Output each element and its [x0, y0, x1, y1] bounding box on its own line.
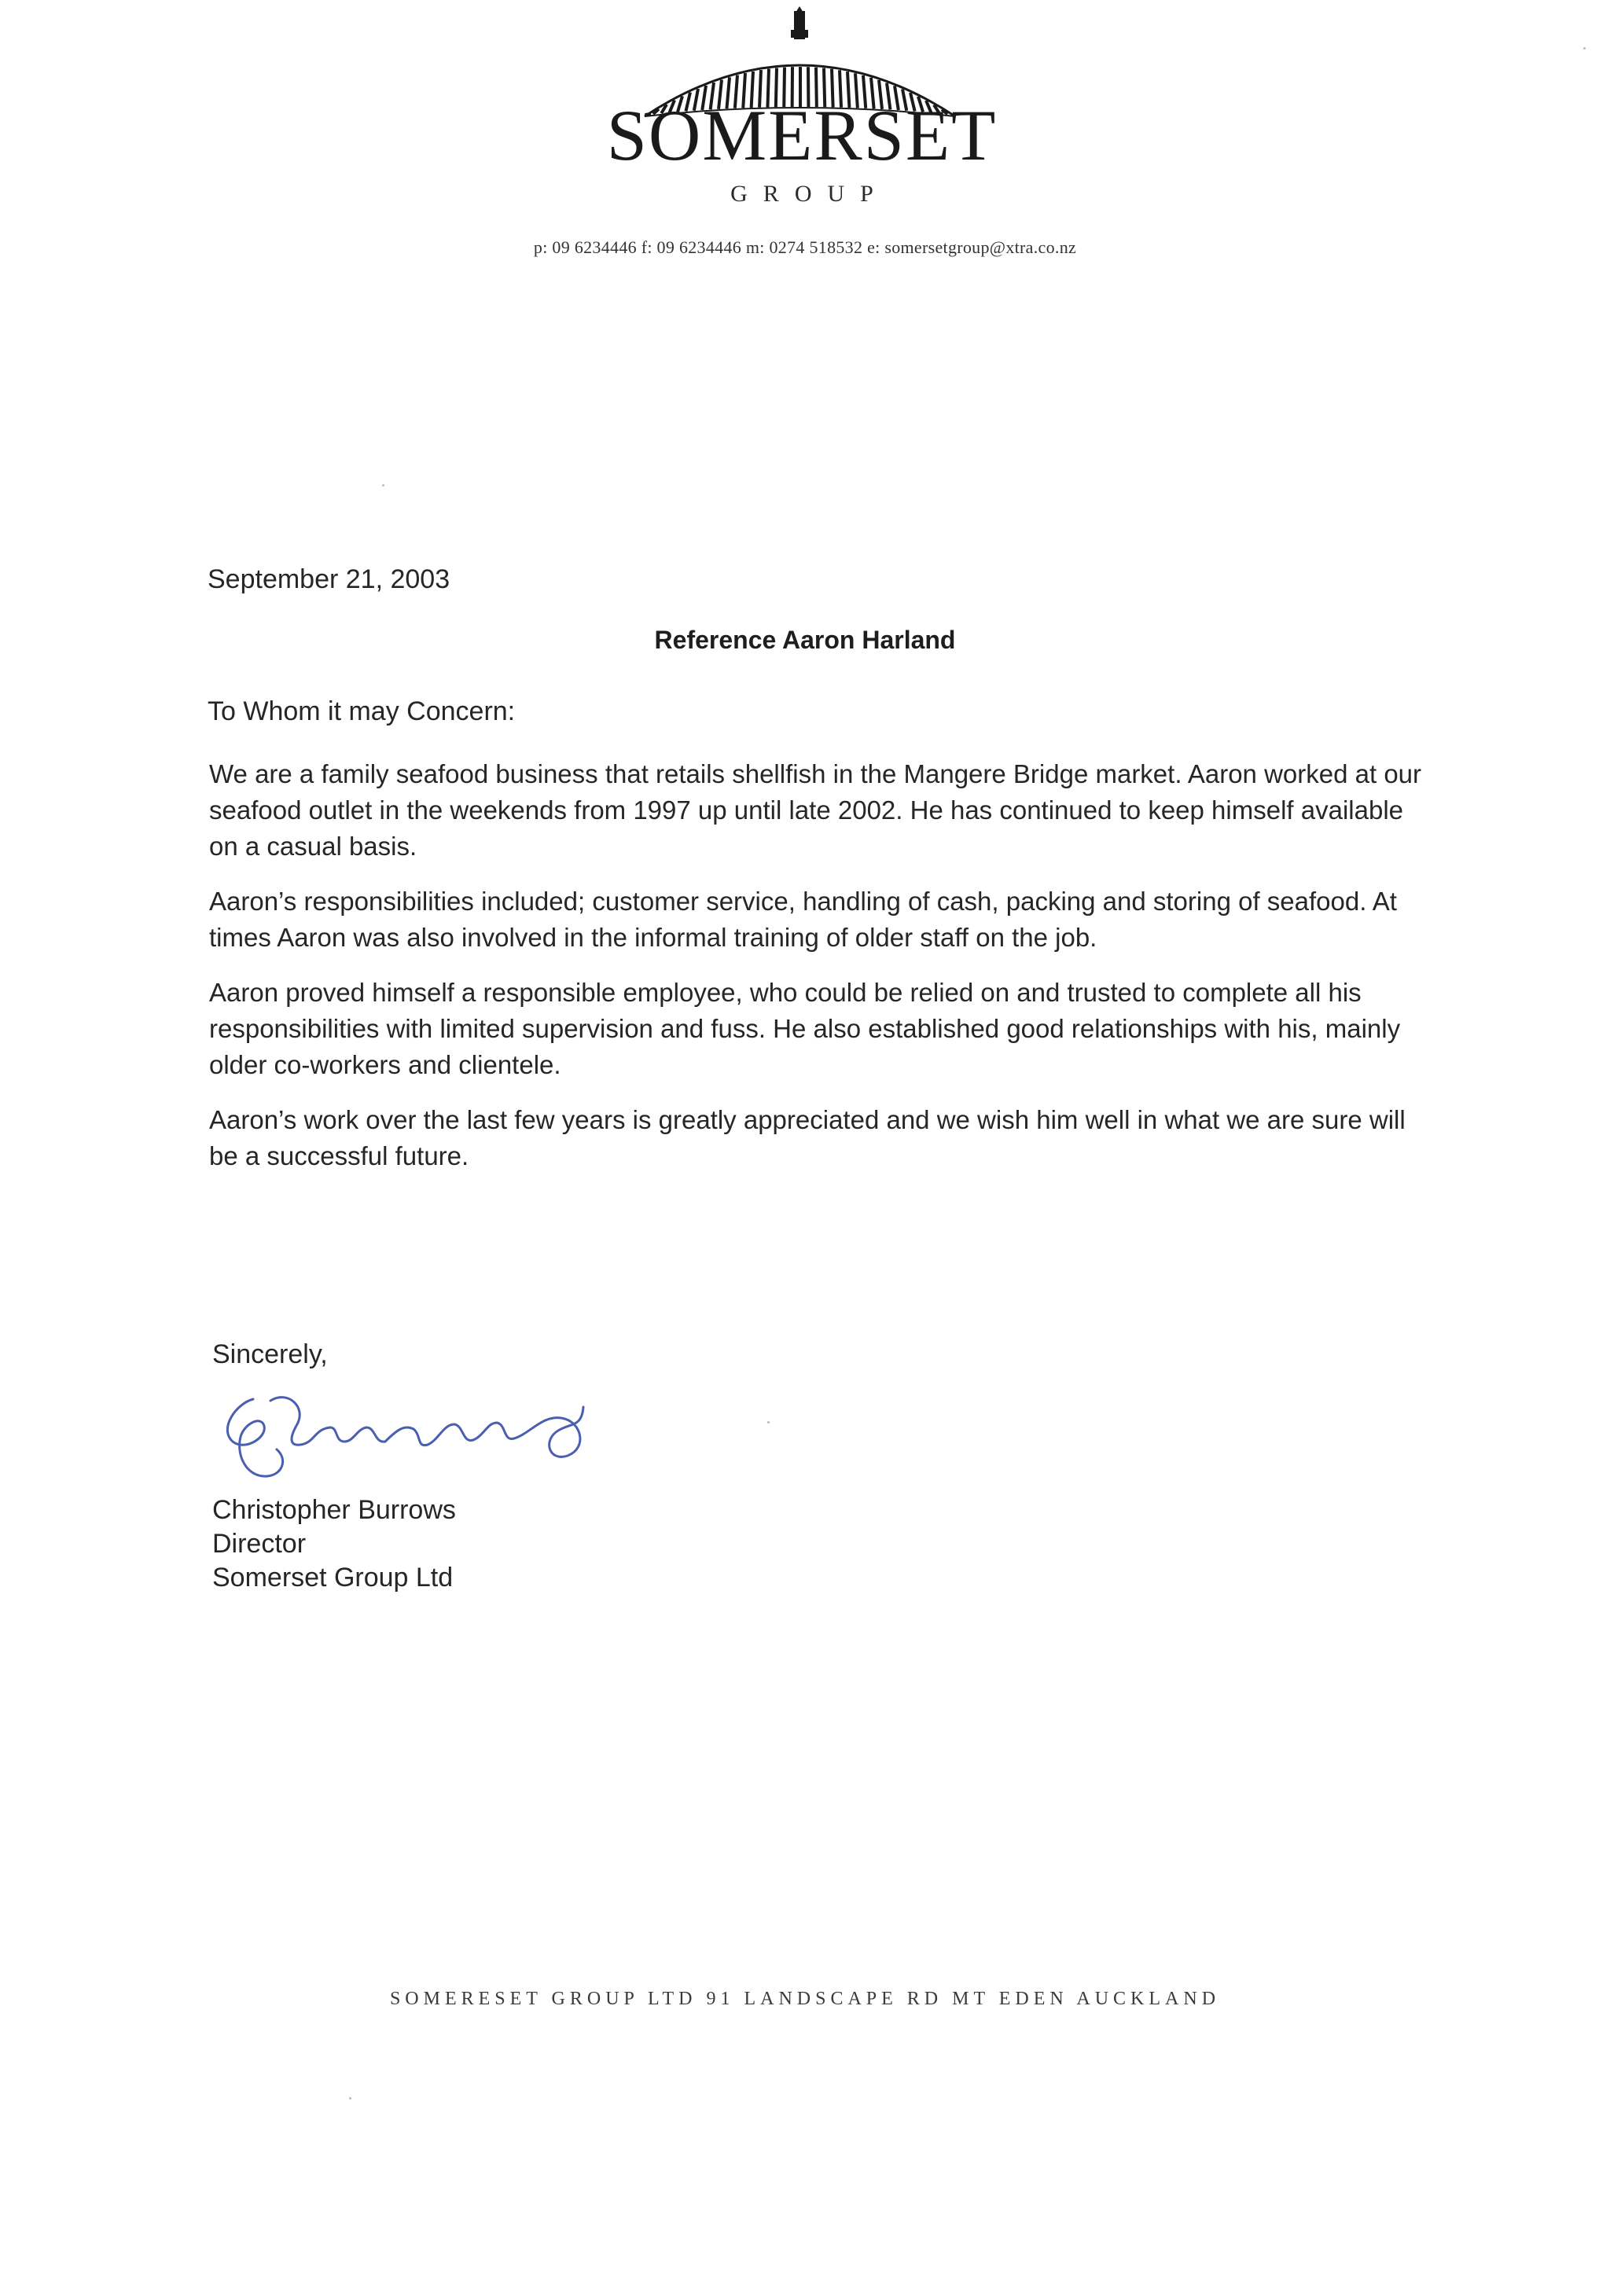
scan-speck	[382, 484, 384, 487]
letter-subject: Reference Aaron Harland	[654, 626, 956, 654]
letter-body	[209, 756, 1435, 1193]
scan-speck	[767, 1421, 770, 1424]
body-paragraph-1: We are a family seafood business that retails shellfish in the Mangere Bridge market. Aaron worked at our seafood outlet in the weekends from 1997 up until late 2002. He has continued to keep himself available on a casual basis.	[209, 759, 1422, 861]
signatory-company: Somerset Group Ltd	[212, 1563, 454, 1593]
letter-salutation: To Whom it may Concern:	[208, 696, 516, 726]
signatory-name: Christopher Burrows	[212, 1495, 456, 1525]
footer-address: SOMERESET GROUP LTD 91 LANDSCAPE RD MT EDEN AUCKLAND	[389, 1989, 1221, 2009]
body-paragraph-4: Aaron’s work over the last few years is greatly appreciated and we wish him well in what we are sure will be a successful future.	[209, 1105, 1406, 1170]
scan-speck	[1583, 47, 1586, 50]
body-paragraph-3: Aaron proved himself a responsible employee, who could be relied on and trusted to complete all his responsibilities with limited supervision and fuss. He also established good relationships with his, mainly older co-workers and clientele.	[209, 978, 1401, 1079]
letter-date: September 21, 2003	[208, 564, 450, 594]
contact-line: p: 09 6234446 f: 09 6234446 m: 0274 518532 e: somersetgroup@xtra.co.nz	[533, 237, 1077, 257]
scan-speck	[349, 2097, 351, 2099]
signature-block	[212, 1493, 456, 1595]
logo-wordmark: SOMERSET	[606, 95, 998, 175]
signature-icon	[212, 1383, 652, 1493]
company-logo	[597, 6, 1006, 211]
letter-closing: Sincerely,	[212, 1339, 328, 1369]
signatory-title: Director	[212, 1529, 307, 1559]
body-paragraph-2: Aaron’s responsibilities included; customer service, handling of cash, packing and storing of seafood. At times Aaron was also involved in the informal training of older staff on the job.	[209, 887, 1397, 952]
logo-subtitle: GROUP	[730, 181, 889, 207]
